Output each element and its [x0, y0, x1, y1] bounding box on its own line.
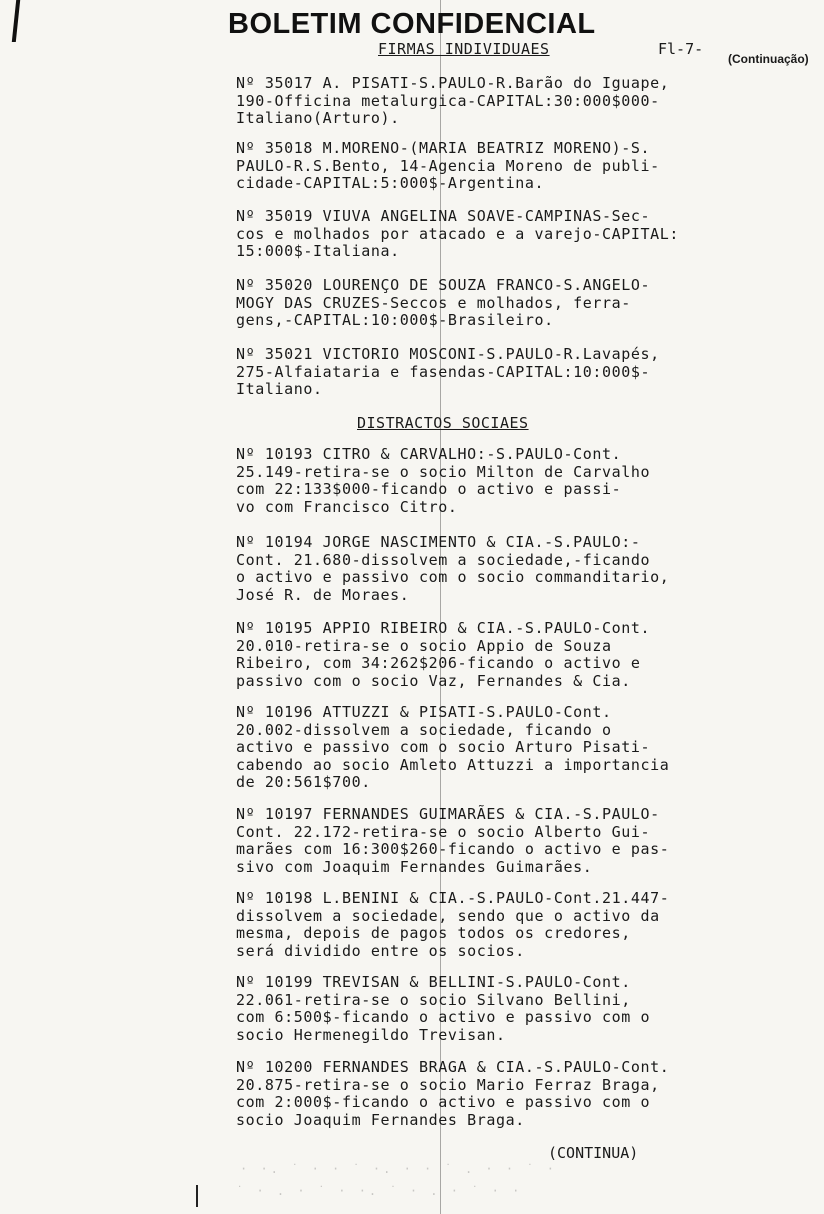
- bleed-through-noise: ˙ · . · ˙ · ·. ˙ · . · ˙ · ·: [236, 1184, 523, 1198]
- distracto-entry-10193: Nº 10193 CITRO & CARVALHO:-S.PAULO-Cont. 25.149-retira-se o socio Milton de Carvalho com 22:133$000-ficando o activo e passi- vo com Francisco Citro.: [236, 445, 651, 516]
- sheet-number: Fl-7-: [658, 40, 704, 58]
- distracto-entry-10195: Nº 10195 APPIO RIBEIRO & CIA.-S.PAULO-Cont. 20.010-retira-se o socio Appio de Souza Ribeiro, com 34:262$206-ficando o activo e passivo com o socio Vaz, Fernandes & Cia.: [236, 619, 651, 690]
- bleed-through-noise: · ·. ˙ · · ˙ ·. · · ˙ . · · ˙ ·: [240, 1162, 557, 1176]
- page-title: BOLETIM CONFIDENCIAL: [228, 8, 596, 40]
- distracto-entry-10194: Nº 10194 JORGE NASCIMENTO & CIA.-S.PAULO:- Cont. 21.680-dissolvem a sociedade,-ficando o activo e passivo com o socio commanditario, José R. de Moraes.: [236, 533, 670, 604]
- continuation-label: (Continuação): [728, 52, 809, 66]
- distracto-entry-10196: Nº 10196 ATTUZZI & PISATI-S.PAULO-Cont. 20.002-dissolvem a sociedade, ficando o activo e passivo com o socio Arturo Pisati- cabendo ao socio Amleto Attuzzi a importancia de 20:561$700.: [236, 703, 670, 791]
- distracto-entry-10200: Nº 10200 FERNANDES BRAGA & CIA.-S.PAULO-Cont. 20.875-retira-se o socio Mario Ferraz Braga, com 2:000$-ficando o activo e passivo com o socio Joaquim Fernandes Braga.: [236, 1058, 670, 1129]
- margin-bar: [12, 0, 20, 42]
- distracto-entry-10198: Nº 10198 L.BENINI & CIA.-S.PAULO-Cont.21.447- dissolvem a sociedade, sendo que o activo da mesma, depois de pagos todos os credores, será dividido entre os socios.: [236, 889, 670, 960]
- margin-tick: [196, 1185, 198, 1207]
- continua-label: (CONTINUA): [548, 1144, 639, 1162]
- firma-entry-35018: Nº 35018 M.MORENO-(MARIA BEATRIZ MORENO)-S. PAULO-R.S.Bento, 14-Agencia Moreno de publi- cidade-CAPITAL:5:000$-Argentina.: [236, 139, 660, 192]
- section-heading-distractos: DISTRACTOS SOCIAES: [357, 414, 529, 432]
- distracto-entry-10199: Nº 10199 TREVISAN & BELLINI-S.PAULO-Cont. 22.061-retira-se o socio Silvano Bellini, com 6:500$-ficando o activo e passivo com o socio Hermenegildo Trevisan.: [236, 973, 651, 1044]
- distracto-entry-10197: Nº 10197 FERNANDES GUIMARÃES & CIA.-S.PAULO- Cont. 22.172-retira-se o socio Alberto Gui- marães com 16:300$260-ficando o activo e pas- sivo com Joaquim Fernandes Guimarães.: [236, 805, 670, 876]
- firma-entry-35017: Nº 35017 A. PISATI-S.PAULO-R.Barão do Iguape, 190-Officina metalurgica-CAPITAL:30:000$000- Italiano(Arturo).: [236, 74, 670, 127]
- section-heading-firmas: FIRMAS INDIVIDUAES: [378, 40, 550, 58]
- firma-entry-35019: Nº 35019 VIUVA ANGELINA SOAVE-CAMPINAS-Sec- cos e molhados por atacado e a varejo-CAPITAL: 15:000$-Italiana.: [236, 207, 680, 260]
- firma-entry-35021: Nº 35021 VICTORIO MOSCONI-S.PAULO-R.Lavapés, 275-Alfaiataria e fasendas-CAPITAL:10:000$- Italiano.: [236, 345, 660, 398]
- firma-entry-35020: Nº 35020 LOURENÇO DE SOUZA FRANCO-S.ANGELO- MOGY DAS CRUZES-Seccos e molhados, ferra- gens,-CAPITAL:10:000$-Brasileiro.: [236, 276, 651, 329]
